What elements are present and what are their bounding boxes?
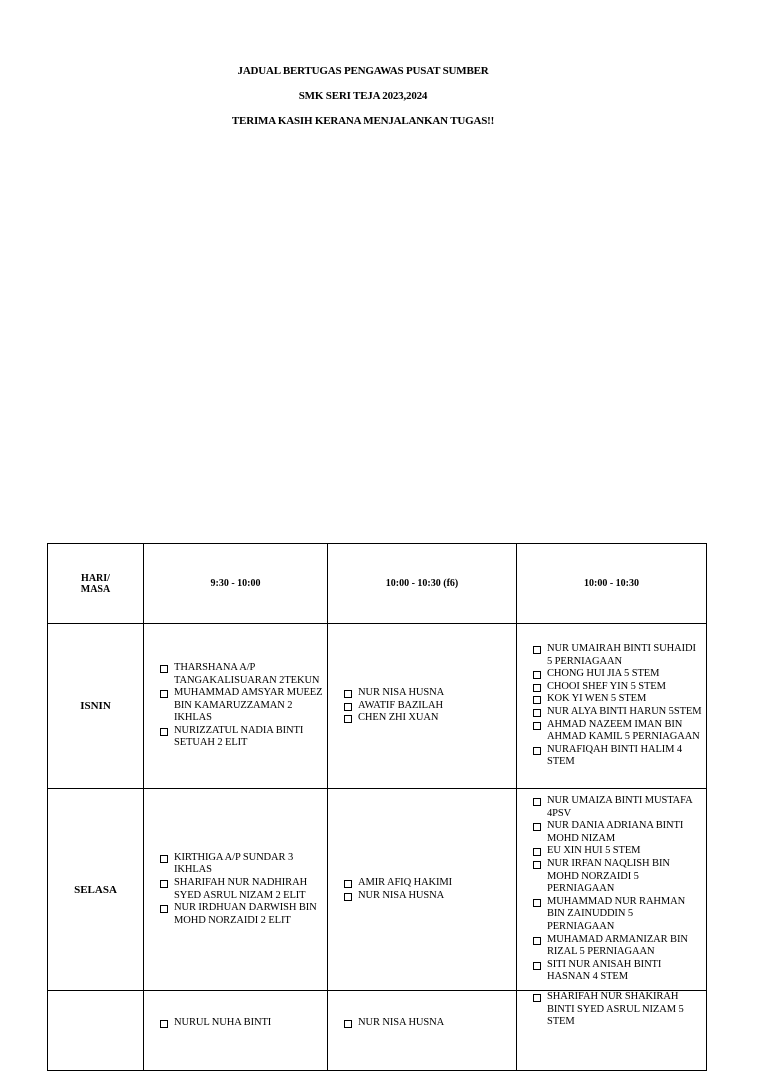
slot-2-cell (328, 789, 517, 991)
header-title: JADUAL BERTUGAS PENGAWAS PUSAT SUMBER (237, 65, 489, 77)
name-list (328, 1017, 516, 1030)
list-item: NUR ALYA BINTI HARUN 5STEM (533, 706, 702, 719)
table-row (48, 624, 707, 789)
name-list (517, 795, 706, 984)
slot-1-cell (144, 624, 328, 789)
list-item: SHARIFAH NUR NADHIRAH SYED ASRUL NIZAM 2 ELIT (160, 877, 323, 902)
list-item: MUHAMMAD NUR RAHMAN BIN ZAINUDDIN 5 PERNIAGAAN (533, 896, 702, 934)
list-item: THARSHANA A/P TANGAKALISUARAN 2TEKUN (160, 662, 323, 687)
list-item: SHARIFAH NUR SHAKIRAH BINTI SYED ASRUL NIZAM 5 STEM (533, 991, 702, 1029)
list-item: EU XIN HUI 5 STEM (533, 845, 702, 858)
list-item: NUR NISA HUSNA (344, 890, 512, 903)
header-slot-1: 9:30 - 10:00 (144, 544, 328, 624)
slot-3-cell (517, 991, 707, 1071)
name-list (144, 852, 327, 928)
list-item: KIRTHIGA A/P SUNDAR 3 IKHLAS (160, 852, 323, 877)
name-list (517, 991, 706, 1029)
list-item: NURIZZATUL NADIA BINTI SETUAH 2 ELIT (160, 725, 323, 750)
list-item: AHMAD NAZEEM IMAN BIN AHMAD KAMIL 5 PERNIAGAAN (533, 719, 702, 744)
slot-2-cell (328, 991, 517, 1071)
name-list (144, 662, 327, 750)
name-list (144, 1017, 327, 1030)
list-item: NURUL NUHA BINTI (160, 1017, 323, 1030)
list-item: NUR NISA HUSNA (344, 1017, 512, 1030)
name-list (328, 877, 516, 902)
list-item: NUR IRDHUAN DARWISH BIN MOHD NORZAIDI 2 ELIT (160, 902, 323, 927)
table-header-row (48, 544, 707, 624)
slot-1-cell (144, 991, 328, 1071)
list-item: AMIR AFIQ HAKIMI (344, 877, 512, 890)
name-list (517, 643, 706, 769)
list-item: AWATIF BAZILAH (344, 700, 512, 713)
table-row (48, 991, 707, 1071)
header-thanks: TERIMA KASIH KERANA MENJALANKAN TUGAS!! (231, 115, 495, 127)
day-cell: SELASA (48, 789, 144, 991)
slot-3-cell (517, 624, 707, 789)
day-cell (48, 991, 144, 1071)
slot-3-cell (517, 789, 707, 991)
day-cell: ISNIN (48, 624, 144, 789)
list-item: SITI NUR ANISAH BINTI HASNAN 4 STEM (533, 959, 702, 984)
list-item: NUR UMAIRAH BINTI SUHAIDI 5 PERNIAGAAN (533, 643, 702, 668)
list-item: NURAFIQAH BINTI HALIM 4 STEM (533, 744, 702, 769)
header-day-time: HARI/ MASA (48, 544, 144, 624)
list-item: CHONG HUI JIA 5 STEM (533, 668, 702, 681)
list-item: NUR DANIA ADRIANA BINTI MOHD NIZAM (533, 820, 702, 845)
slot-1-cell (144, 789, 328, 991)
table-row (48, 789, 707, 991)
list-item: MUHAMAD ARMANIZAR BIN RIZAL 5 PERNIAGAAN (533, 934, 702, 959)
name-list (328, 687, 516, 725)
list-item: CHEN ZHI XUAN (344, 712, 512, 725)
header-school: SMK SERI TEJA 2023,2024 (298, 90, 428, 102)
duty-schedule-table (47, 543, 707, 1071)
slot-2-cell (328, 624, 517, 789)
list-item: CHOOI SHEF YIN 5 STEM (533, 681, 702, 694)
list-item: NUR NISA HUSNA (344, 687, 512, 700)
list-item: KOK YI WEN 5 STEM (533, 693, 702, 706)
header-slot-3: 10:00 - 10:30 (517, 544, 707, 624)
list-item: NUR UMAIZA BINTI MUSTAFA 4PSV (533, 795, 702, 820)
list-item: NUR IRFAN NAQLISH BIN MOHD NORZAIDI 5 PERNIAGAAN (533, 858, 702, 896)
list-item: MUHAMMAD AMSYAR MUEEZ BIN KAMARUZZAMAN 2 IKHLAS (160, 687, 323, 725)
header-slot-2: 10:00 - 10:30 (f6) (328, 544, 517, 624)
